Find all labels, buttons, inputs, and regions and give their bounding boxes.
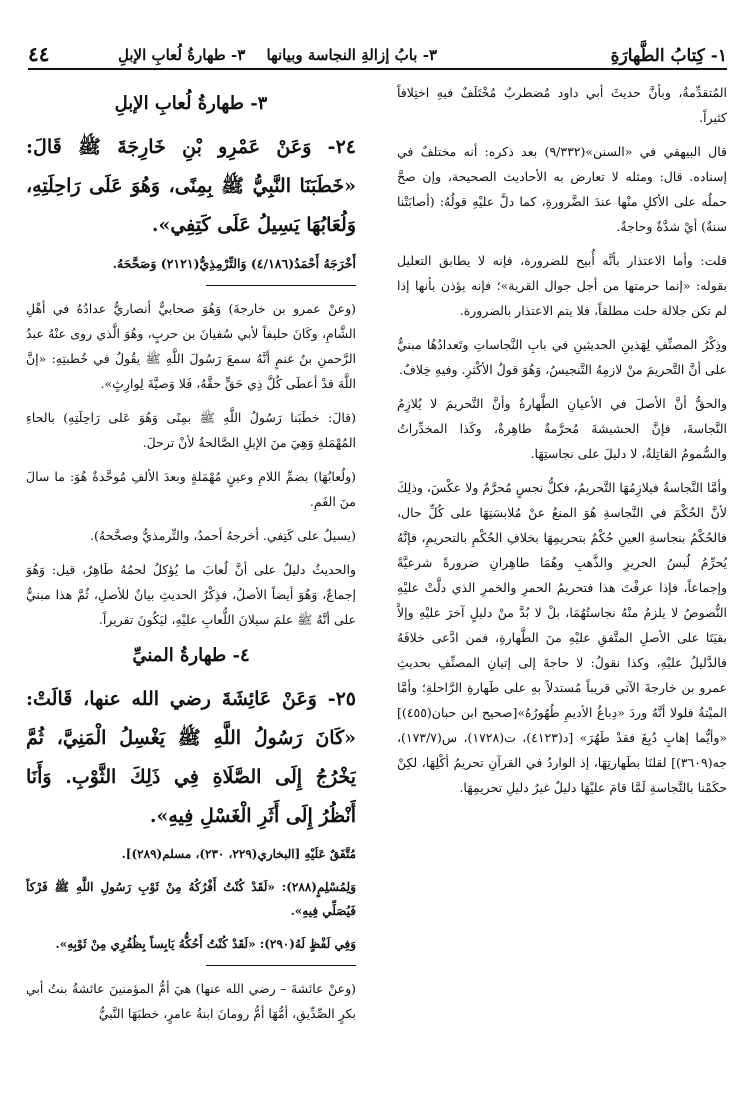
- section-4-title: ٤- طهارةُ المنيِّ: [132, 645, 250, 666]
- commentary-paragraph: (قالَ: خطَبَنا رَسُولُ اللَّهِ ﷺ بمِنًى وَهُوَ عَلى رَاحِلَتِهِ) بالحاءِ المُهْمَلةِ وَهِيَ منَ الإبلِ الصَّالحةُ لأنْ ترحلَ.: [26, 410, 356, 450]
- commentary-paragraph: (وعنْ عمرو بن خارجةَ) وَهُوَ صحابيٌّ أنصاريٌّ عدادُهُ في أهْلِ الشَّامِ، وكَانَ حليفاً لأبي سُفيانَ بن حربٍ، وهُوَ الَّذي روى عنْهُ عبدُ الرَّحمنِ بنُ غنمٍ أنَّهُ سمعَ رَسُولَ اللَّهِ ﷺ يقُولُ في خُطبتِهِ: «إنَّ اللَّهَ قدْ أعطَى كُلَّ ذِي حَقٍّ حقَّهُ، فَلا وَصيَّةَ لِوارِثٍ».: [26, 301, 356, 391]
- commentary-paragraph: (وعنْ عائشةَ – رضي الله عنها) هيَ أمُّ المؤمنينَ عائشةُ بنتُ أبي بكرٍ الصِّدِّيقِ، أمُّهَا أمُّ رومانَ ابنةُ عامرٍ، خطبَهَا النَّبيُّ: [26, 981, 356, 1021]
- commentary-paragraph: (يسيلُ على كَتِفي. أخرجهُ أحمدُ، والتِّرمذيُّ وصحَّحهُ).: [90, 528, 356, 543]
- divider: [206, 285, 356, 286]
- paragraph: وذِكْرُ المصنِّفِ لِهَذينِ الحديثينِ في بابِ النَّجاساتِ وتَعدادُهُا مبنيٌّ على أنَّ التَّحريمَ منْ لازمِهُ التَّنجيسُ، وَهُوَ قولُ الأكْثرِ. وفيهِ خِلافٌ.: [397, 337, 727, 377]
- takhrij-25: مُتَّفَقٌ عَلَيْهِ [البخاري(٢٢٩، ٢٣٠)، مسلم(٢٨٩)].: [121, 847, 356, 861]
- running-head-book: ١- كِتابُ الطَّهارَةِ: [610, 46, 727, 66]
- section-3-title: ٣- طهارةُ لُعابِ الإبلِ: [114, 93, 268, 114]
- hadith-24: ٢٤- وَعَنْ عَمْرِو بْنِ خَارِجَةَ ﷺ قَالَ: «خَطَبَنَا النَّبِيُّ ﷺ بِمِنًى، وَهُوَ عَلَى رَاحِلَتِهِ، وَلُعَابُهَا يَسِيلُ عَلَى كَتِفِي».: [26, 136, 356, 236]
- running-head-section: ٣- طهارةُ لُعابِ الإبلِ: [118, 46, 246, 64]
- page-number: ٤٤: [28, 42, 50, 66]
- paragraph: والحقُّ أنَّ الأصلَ في الأعيانِ الطَّهارةُ وأنَّ التَّحريمَ لا يُلازِمُ النَّجاسةَ، فإنَّ الحشيشةَ مُحرَّمةٌ طاهِرةٌ، وكَذا المخدِّراتُ والسُّمومُ القاتِلةُ، لا دليلَ على نجاستِهَا.: [397, 396, 727, 461]
- paragraph: قلت: وأما الاعتذار بأنَّه أُبيح للضرورة، فإنه لا يطابق التعليل بقوله: «إنما حرمتها من أجل جوال القرية»؛ فإنه يؤذن بأنها إذا لم تكن جلالة حلت مطلقاً، فلا يتم الاعتذار بالضرورة.: [397, 253, 727, 318]
- muslim-narration-2: وَفِي لَفْظٍ لَهُ(٢٩٠): «لَقَدْ كُنْتُ أَحُكُّهُ يَابِساً بِظُفُرِي مِنْ ثَوْبِهِ».: [55, 937, 356, 951]
- takhrij-24: أَخْرَجَهُ أَحْمَدُ(٤/١٨٦) وَالتِّرْمِذِيُّ(٢١٢١) وَصَحَّحَهُ.: [112, 256, 356, 271]
- paragraph: قال البيهقي في «السنن»(٩/٣٣٢) بعد ذكره: أنه مختلفٌ في إسناده. قال: ومثله لا تعارض به الأحاديث الصحيحة، وإن صحَّ حملُه على الأكلِ منْها عندَ الضَّرورةِ، كما دلَّ عليْهِ قولُهُ: (أصابَتْنا سنةٌ) أيْ شدَّةٌ وحاجةٌ.: [397, 144, 727, 234]
- page-header: [28, 40, 727, 70]
- hadith-25: ٢٥- وَعَنْ عَائِشَةَ رضي الله عنها، قَالَتْ: «كَانَ رَسُولُ اللَّهِ ﷺ يَغْسِلُ الْمَنِيَّ، ثُمَّ يَخْرُجُ إِلَى الصَّلَاةِ فِي ذَلِكَ الثَّوْبِ. وَأَنَا أَنْظُرُ إِلَى أَثَرِ الْغَسْلِ فِيهِ».: [26, 688, 356, 827]
- left-column: [26, 80, 356, 1080]
- right-column: [397, 80, 727, 1080]
- divider: [206, 965, 356, 966]
- commentary-paragraph: (ولُعابُهَا) بضمِّ اللامِ وعينٍ مُهْمَلةٍ وبعدَ الألفِ مُوحَّدةٌ هُوَ: ما سالَ منَ الفَمِ.: [26, 469, 356, 509]
- running-head-chapter: ٣- بابُ إزالةِ النجاسة وبيانها: [266, 46, 437, 64]
- commentary-paragraph: والحديثُ دليلٌ على أنَّ لُعابَ ما يُؤكلُ لحمُهُ طَاهِرٌ، قيل: وَهُوَ إجماعٌ، وَهُوَ أيضاً الأصلُ، فذِكْرُ الحديثِ بيانٌ للأصلِ، ثُمَّ هذا مبنيٌّ على أنَّهُ ﷺ علمَ سيلانَ اللُّعابِ عليْهِ، ليَكُونَ تقريراً.: [26, 562, 356, 627]
- paragraph: وأمَّا النَّجاسةُ فيلازِمُهَا التَّحريمُ، فكلُّ نجسٍ مُحرَّمٌ ولا عكْسَ، وذلِكَ لأنَّ الحُكْمَ في النَّجاسةِ هُوَ المنعُ عنْ مُلابسَتِهَا على كُلِّ حال، فالحُكْمُ بنجاسةِ العينِ حُكْمٌ بتحريمِهَا بخلافِ الحُكْمِ بالتحريمِ، فإنَّهُ يُحرِّمُ لُبسُ الحريرِ والذَّهبِ وهُمَا طاهِرانِ ضرورةً شرعيَّةً وإجماعاً، فإذا عرفْتَ هذا فتحريمُ الحمرِ والخمرِ الذي دلَّتْ عليْهِ النُّصوصُ لا يلزمُ منْهُ نجاستُهُمَا، بلْ لا بُدَّ منْ دليلٍ آخرَ عليْهِ وإلاَّ بقيَتَا على الأصلِ المتَّفقِ عليْهِ منَ الطَّهارةِ، فمن ادَّعى خلافَهُ فالدَّليلُ عليْهِ، وكذا نقولُ: لا حاجةَ إلى إتيانِ المصنِّفِ بحديثِ عمرو بن خارجةَ الآتي قريباً مُستدلاً بهِ على طَهارةِ الرَّاحلةِ؛ وأمَّا الميْتةُ فلولا أنَّهُ وردَ «دِباغُ الأديمِ طُهُورُهُ»[صحيح ابن حبان(٤٥٥)] «وأيُّما إهابٍ دُبِغَ فقدْ طَهُرَ» [د(٤١٢٣)، ت(١٧٢٨)، س(١٧٣/٧)، جه(٣٦٠٩)] لقلنَا بطَهارتِهَا، إذ الواردُ في القرآنِ تحريمُ أكْلِهَا، لكِنْ حكَمْنا بالنَّجاسةِ لَمَّا قامَ عليْهَا دليلٌ غيرُ دليلِ تحريمِهَا.: [397, 480, 727, 795]
- paragraph: المُتقدِّمةُ، وبأنَّ حديثَ أبي داود مُضطربٌ مُخْتَلَفٌ فيهِ اختِلافاً كثيراً.: [397, 85, 727, 125]
- muslim-narration-1: وَلِمُسْلِمٍ(٢٨٨): «لَقَدْ كُنْتُ أَفْرُكُهُ مِنْ ثَوْبِ رَسُولِ اللَّهِ ﷺ فَرْكاً فَيُصَلِّي فِيهِ».: [26, 880, 356, 918]
